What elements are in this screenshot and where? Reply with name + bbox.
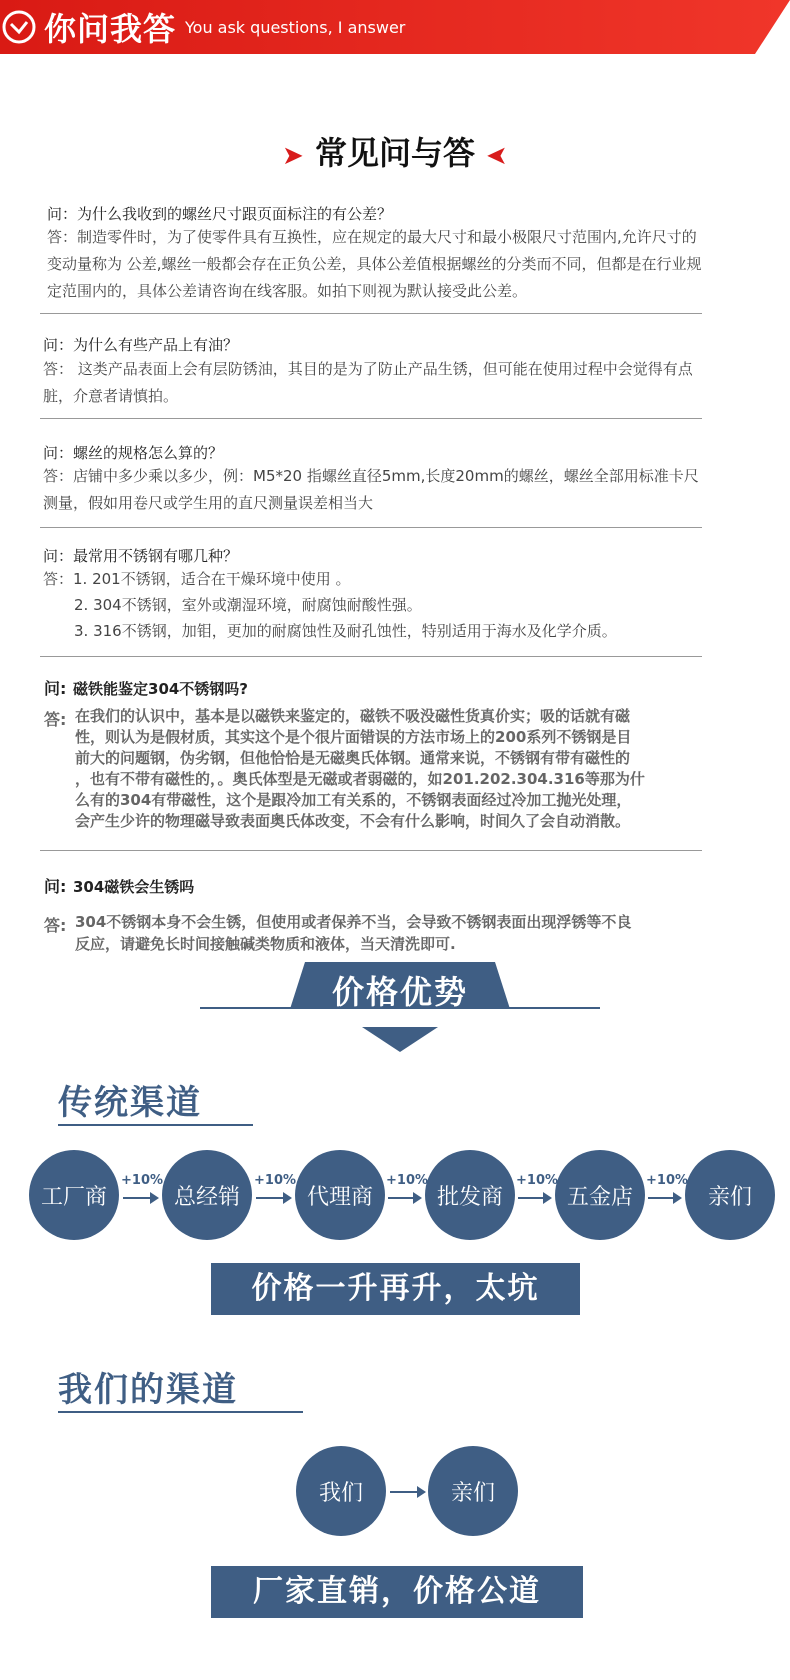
- header-title: 你问我答: [44, 10, 177, 48]
- faq-heading: [0, 128, 790, 174]
- faq-answer-line: 答：制造零件时，为了使零件具有互换性，应在规定的最大尺寸和最小极限尺寸范围内,允许尺寸的: [47, 228, 697, 246]
- divider: [40, 418, 702, 419]
- markup-label: +10%: [516, 1173, 559, 1188]
- header-subtitle: You ask questions, I answer: [185, 18, 406, 37]
- markup-label: +10%: [254, 1173, 297, 1188]
- faq-answer-line: 定范围内的，具体公差请咨询在线客服。如拍下则视为默认接受此公差。: [47, 282, 528, 300]
- traditional-title: 传统渠道: [58, 1083, 202, 1123]
- faq-answer-line: 3. 316不锈钢，加钼，更加的耐腐蚀性及耐孔蚀性，特别适用于海水及化学介质。: [74, 622, 617, 640]
- traditional-underline: [58, 1124, 253, 1126]
- faq-question: 磁铁能鉴定304不锈钢吗?: [73, 680, 249, 698]
- divider: [40, 313, 702, 314]
- arrow-right-icon: ➤: [282, 141, 304, 171]
- faq-answer-line: 2. 304不锈钢，室外或潮湿环境，耐腐蚀耐酸性强。: [74, 596, 422, 614]
- ours-underline: [58, 1411, 303, 1413]
- channel-node: 批发商: [425, 1150, 515, 1240]
- channel-node: 亲们: [428, 1446, 518, 1536]
- faq-answer-line: 反应，请避免长时间接触碱类物质和液体，当天清洗即可.: [75, 935, 456, 953]
- divider: [40, 656, 702, 657]
- arrow-icon: [256, 1197, 290, 1199]
- faq-answer-line: 变动量称为 公差,螺丝一般都会存在正负公差，具体公差值根据螺丝的分类而不同，但都是在行业规: [47, 255, 702, 273]
- arrow-icon: [518, 1197, 550, 1199]
- divider: [40, 850, 702, 851]
- channel-node: 亲们: [685, 1150, 775, 1240]
- arrow-left-icon: ➤: [486, 141, 508, 171]
- faq-question: 问：为什么有些产品上有油？: [43, 336, 239, 354]
- faq-question: 304磁铁会生锈吗: [73, 878, 195, 896]
- faq-answer-line: 么有的304有带磁性，这个是跟冷加工有关系的，不锈钢表面经过冷加工抛光处理，: [75, 791, 632, 809]
- markup-label: +10%: [646, 1173, 689, 1188]
- faq-answer-line: 在我们的认识中，基本是以磁铁来鉴定的，磁铁不吸没磁性货真价实；吸的话就有磁: [75, 707, 631, 725]
- arrow-icon: [123, 1197, 157, 1199]
- faq-heading-text: 常见问与答: [314, 134, 475, 172]
- price-banner-title: 价格优势: [331, 973, 468, 1011]
- faq-answer-line: 答：店铺中多少乘以多少，例：M5*20 指螺丝直径5mm,长度20mm的螺丝，螺丝全部用标准卡尺: [43, 467, 699, 485]
- ours-title: 我们的渠道: [58, 1370, 238, 1410]
- arrow-icon: [390, 1491, 424, 1493]
- channel-node: 我们: [296, 1446, 386, 1536]
- faq-question: 问：最常用不锈钢有哪几种？: [43, 547, 239, 565]
- traditional-slogan: 价格一升再升，太坑: [211, 1263, 580, 1315]
- divider: [40, 527, 702, 528]
- channel-node: 五金店: [555, 1150, 645, 1240]
- faq-question: 问：螺丝的规格怎么算的？: [43, 444, 224, 462]
- faq-answer-line: 答：1. 201不锈钢，适合在干燥环境中使用 。: [43, 570, 351, 588]
- answer-label: 答:: [44, 916, 67, 935]
- faq-answer-line: 前大的问题钢，伪劣钢，但他恰恰是无磁奥氏体钢。通常来说，不锈钢有带有磁性的: [75, 749, 631, 767]
- markup-label: +10%: [121, 1173, 164, 1188]
- question-label: 问:: [44, 679, 67, 698]
- faq-answer-line: ，也有不带有磁性的，。奥氏体型是无磁或者弱磁的，如201.202.304.316等那为什: [75, 770, 645, 788]
- arrow-icon: [648, 1197, 680, 1199]
- arrow-icon: [388, 1197, 420, 1199]
- markup-label: +10%: [386, 1173, 429, 1188]
- down-triangle-icon: [362, 1027, 438, 1052]
- faq-question: 问：为什么我收到的螺丝尺寸跟页面标注的有公差？: [47, 205, 393, 223]
- faq-answer-line: 脏，介意者请慎拍。: [43, 387, 179, 405]
- ours-slogan: 厂家直销，价格公道: [211, 1566, 583, 1618]
- faq-answer-line: 会产生少许的物理磁导致表面奥氏体改变，不会有什么影响，时间久了会自动消散。: [75, 812, 631, 830]
- faq-answer-line: 304不锈钢本身不会生锈，但使用或者保养不当，会导致不锈钢表面出现浮锈等不良: [75, 913, 632, 931]
- faq-answer-line: 答： 这类产品表面上会有层防锈油，其目的是为了防止产品生锈，但可能在使用过程中会觉得有点: [43, 360, 693, 378]
- faq-answer-line: 测量，假如用卷尺或学生用的直尺测量误差相当大: [43, 494, 374, 512]
- channel-node: 代理商: [295, 1150, 385, 1240]
- channel-node: 工厂商: [29, 1150, 119, 1240]
- question-label: 问:: [44, 877, 67, 896]
- answer-label: 答:: [44, 710, 67, 729]
- channel-node: 总经销: [162, 1150, 252, 1240]
- faq-answer-line: 性，则认为是假材质，其实这个是个很片面错误的方法市场上的200系列不锈钢是目: [75, 728, 632, 746]
